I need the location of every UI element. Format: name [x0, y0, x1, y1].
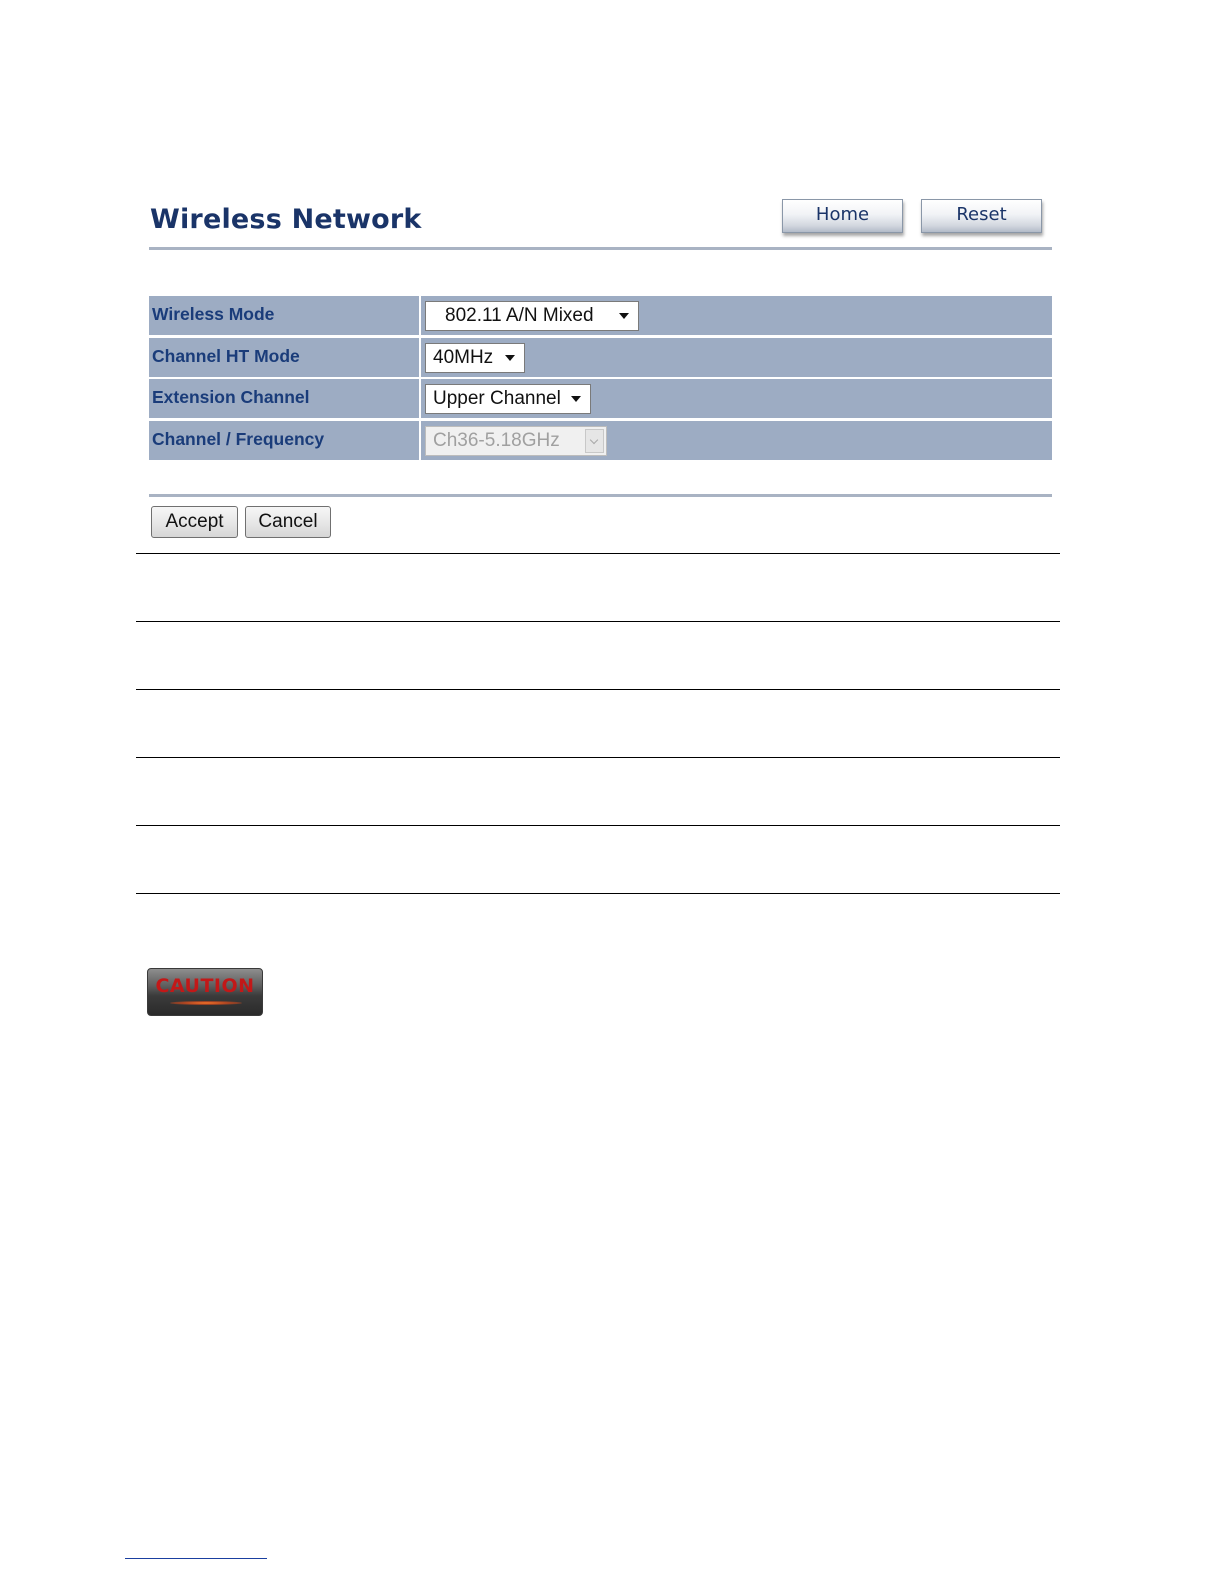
- wireless-mode-label: Wireless Mode: [149, 296, 419, 335]
- channel-frequency-cell: [421, 421, 1052, 460]
- cancel-button[interactable]: Cancel: [245, 506, 331, 538]
- table-line: [136, 825, 1060, 826]
- channel-frequency-label: Channel / Frequency: [149, 421, 419, 460]
- table-line: [136, 553, 1060, 554]
- chevron-down-icon: [571, 396, 581, 402]
- channel-frequency-value: Ch36-5.18GHz: [433, 429, 560, 451]
- footnote-divider: [125, 1558, 267, 1559]
- table-row-extension-channel: [149, 379, 1052, 418]
- table-line: [136, 757, 1060, 758]
- channel-ht-mode-select[interactable]: [425, 343, 525, 373]
- wireless-mode-cell: [421, 296, 1052, 335]
- caution-icon: [147, 968, 263, 1016]
- caution-label: CAUTION: [155, 975, 255, 997]
- reset-button[interactable]: Reset: [921, 199, 1042, 233]
- wireless-mode-select[interactable]: [425, 301, 639, 331]
- caution-glow: [170, 1001, 242, 1005]
- table-line: [136, 893, 1060, 894]
- header-divider: [149, 247, 1052, 250]
- chevron-down-icon: [619, 313, 629, 319]
- table-row-channel-frequency: [149, 421, 1052, 460]
- channel-frequency-select: [425, 426, 607, 456]
- page-title: Wireless Network: [150, 204, 422, 235]
- form-divider: [149, 494, 1052, 497]
- chevron-down-icon: [585, 429, 604, 453]
- accept-button[interactable]: Accept: [151, 506, 238, 538]
- table-row-wireless-mode: [149, 296, 1052, 335]
- channel-ht-mode-label: Channel HT Mode: [149, 338, 419, 377]
- channel-ht-mode-cell: [421, 338, 1052, 377]
- table-line: [136, 621, 1060, 622]
- extension-channel-cell: [421, 379, 1052, 418]
- extension-channel-label: Extension Channel: [149, 379, 419, 418]
- wireless-mode-value: 802.11 A/N Mixed: [445, 305, 594, 326]
- table-line: [136, 689, 1060, 690]
- wireless-settings-table: [149, 296, 1052, 462]
- table-row-channel-ht-mode: [149, 338, 1052, 377]
- extension-channel-select[interactable]: [425, 384, 591, 414]
- home-button[interactable]: Home: [782, 199, 903, 233]
- chevron-down-icon: [505, 355, 515, 361]
- extension-channel-value: Upper Channel: [433, 388, 561, 410]
- channel-ht-mode-value: 40MHz: [433, 346, 494, 368]
